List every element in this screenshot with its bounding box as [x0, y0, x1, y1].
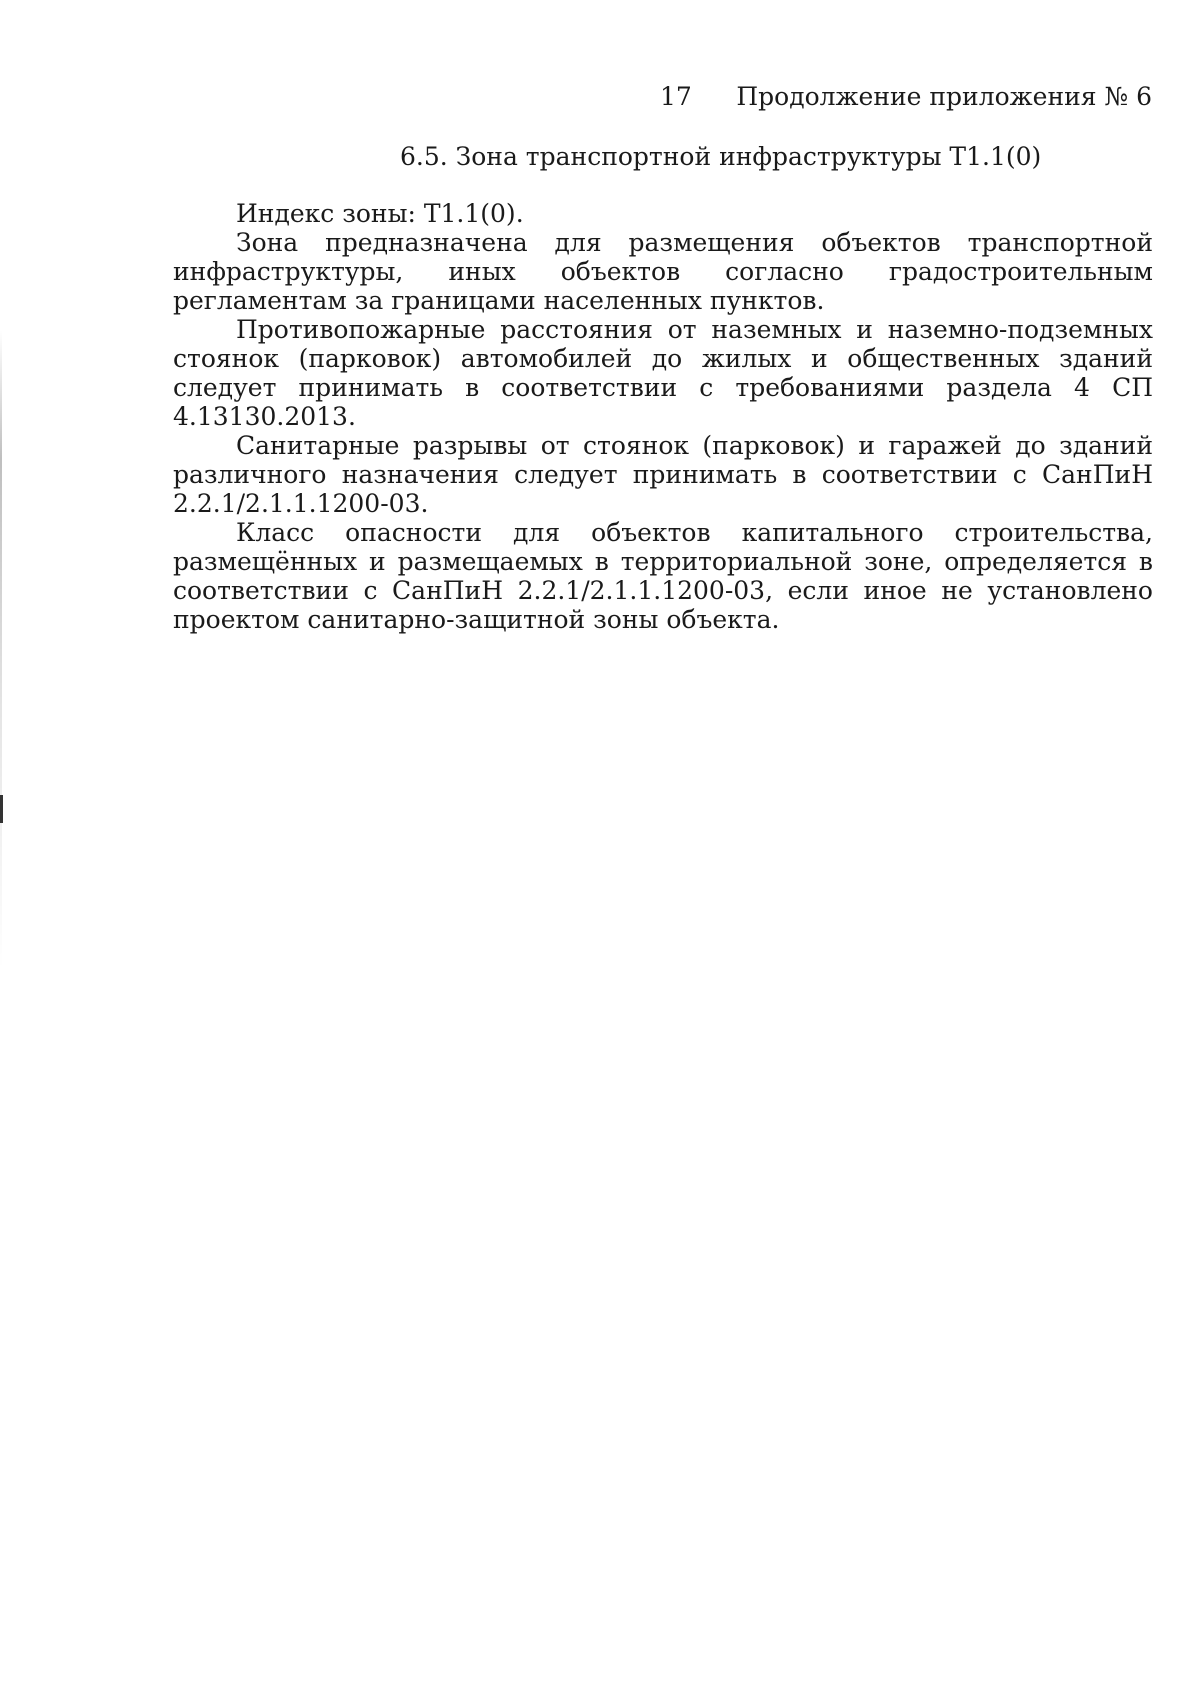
paragraph-hazard-class: Класс опасности для объектов капитального строительства, размещённых и размещаемых в территориальной зоне, определяется в соответствии с СанПиН 2.2.1/2.1.1.1200-03, если иное не установлено проектом санитарно-защитной зоны объекта. [173, 518, 1153, 634]
paragraph-fire-distances: Противопожарные расстояния от наземных и наземно-подземных стоянок (парковок) автомобилей до жилых и общественных зданий следует принимать в соответствии с требованиями раздела 4 СП 4.13130.2013. [173, 315, 1153, 431]
appendix-continuation-label: Продолжение приложения № 6 [736, 82, 1152, 111]
scan-mark-artifact [0, 795, 3, 823]
scan-edge-artifact [0, 330, 2, 970]
paragraph-zone-purpose: Зона предназначена для размещения объектов транспортной инфраструктуры, иных объектов согласно градостроительным регламентам за границами населенных пунктов. [173, 228, 1153, 315]
page-number: 17 [660, 82, 692, 111]
page-header [0, 80, 1200, 114]
section-title: 6.5. Зона транспортной инфраструктуры Т1.1(0) [400, 142, 1042, 171]
paragraph-sanitary-gaps: Санитарные разрывы от стоянок (парковок) и гаражей до зданий различного назначения следует принимать в соответствии с СанПиН 2.2.1/2.1.1.1200-03. [173, 431, 1153, 518]
paragraph-zone-index: Индекс зоны: Т1.1(0). [236, 199, 524, 228]
document-body [173, 199, 1153, 634]
